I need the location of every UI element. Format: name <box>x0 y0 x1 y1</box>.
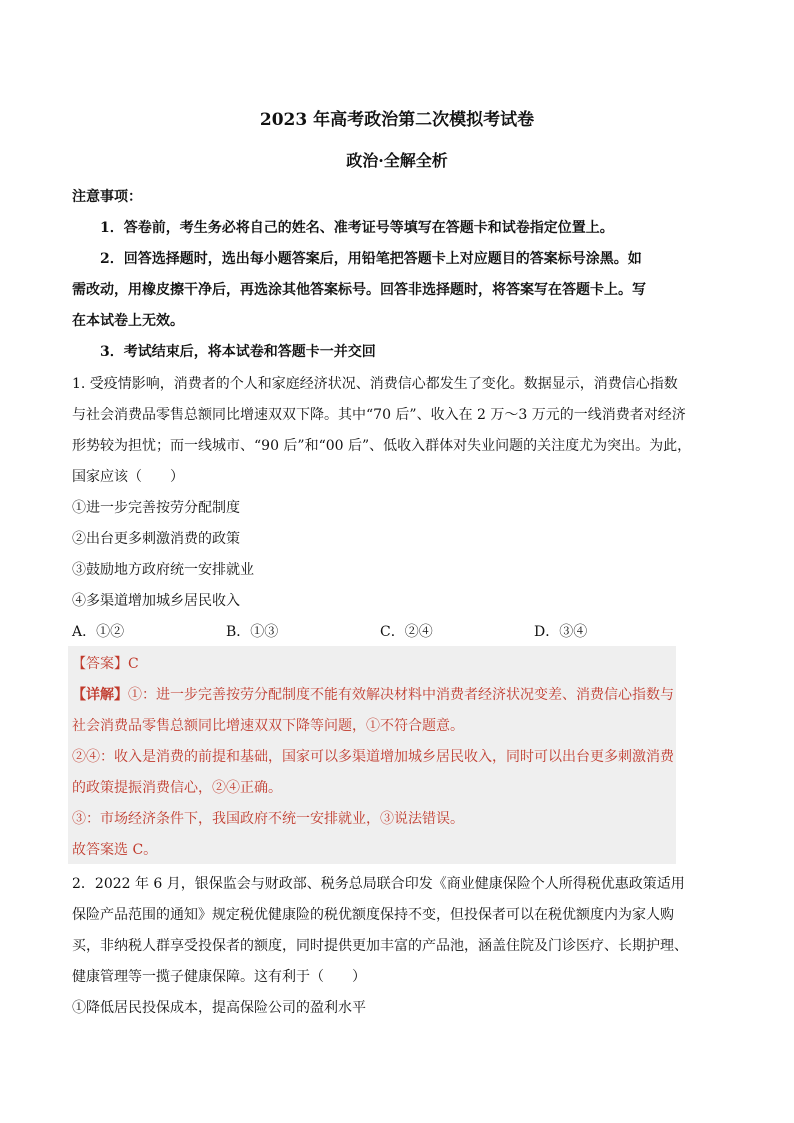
q1-stem-line-3: 形势较为担忧；而一线城市、“90 后”和“00 后”、低收入群体对失业问题的关注度尤为突出。为此， <box>72 438 692 454</box>
notes-item-3: 3．考试结束后，将本试卷和答题卡一并交回 <box>100 344 376 360</box>
q2-stem-line-4: 健康管理等一揽子健康保障。这有利于（ ） <box>72 969 366 985</box>
notes-item-2-line-3: 在本试卷上无效。 <box>72 313 184 329</box>
detail-line-3: ②④：收入是消费的前提和基础，国家可以多渠道增加城乡居民收入，同时可以出台更多刺激消费 <box>72 749 674 765</box>
answer-label: 【答案】C <box>72 656 139 672</box>
q1-option-b: B．①③ <box>226 624 279 640</box>
notes-item-1: 1．答卷前，考生务必将自己的姓名、准考证号等填写在答题卡和试卷指定位置上。 <box>100 220 614 236</box>
detail-line-4: 的政策提振消费信心，②④正确。 <box>72 780 282 796</box>
q1-option-d: D．③④ <box>534 624 588 640</box>
q1-statement-1: ①进一步完善按劳分配制度 <box>72 500 240 516</box>
q1-stem-line-1: 1. 受疫情影响，消费者的个人和家庭经济状况、消费信心都发生了变化。数据显示，消费信心指数 <box>72 376 678 392</box>
notes-item-2-line-1: 2．回答选择题时，选出每小题答案后，用铅笔把答题卡上对应题目的答案标号涂黑。如 <box>100 251 642 267</box>
q2-statement-1: ①降低居民投保成本，提高保险公司的盈利水平 <box>72 1000 366 1016</box>
detail-label: 【详解】 <box>72 687 128 703</box>
q2-stem-line-2: 保险产品范围的通知》规定税优健康险的税优额度保持不变，但投保者可以在税优额度内为家人购 <box>72 907 674 923</box>
detail-line-2: 社会消费品零售总额同比增速双双下降等问题，①不符合题意。 <box>72 718 464 734</box>
notes-heading: 注意事项： <box>72 189 142 205</box>
q2-stem-line-1: 2．2022 年 6 月，银保监会与财政部、税务总局联合印发《商业健康保险个人所得税优惠政策适用 <box>72 876 685 892</box>
detail-text-1: ①：进一步完善按劳分配制度不能有效解决材料中消费者经济状况变差、消费信心指数与 <box>128 687 674 703</box>
notes-item-2-line-2: 需改动，用橡皮擦干净后，再选涂其他答案标号。回答非选择题时，将答案写在答题卡上。写 <box>72 282 646 298</box>
page-subtitle: 政治·全解全析 <box>346 151 448 170</box>
q1-option-a: A．①② <box>72 624 125 640</box>
detail-conclusion: 故答案选 C。 <box>72 842 158 858</box>
q1-option-c: C．②④ <box>380 624 433 640</box>
q1-stem-line-2: 与社会消费品零售总额同比增速双双下降。其中“70 后”、收入在 2 万～3 万元的一线消费者对经济 <box>72 407 686 423</box>
detail-line-5: ③：市场经济条件下，我国政府不统一安排就业，③说法错误。 <box>72 811 464 827</box>
detail-line-1 <box>72 684 674 704</box>
q1-stem-line-4: 国家应该（ ） <box>72 469 184 485</box>
q1-statement-4: ④多渠道增加城乡居民收入 <box>72 593 240 609</box>
q1-statement-3: ③鼓励地方政府统一安排就业 <box>72 562 254 578</box>
q1-statement-2: ②出台更多刺激消费的政策 <box>72 531 240 547</box>
q2-stem-line-3: 买，非纳税人群享受投保者的额度，同时提供更加丰富的产品池，涵盖住院及门诊医疗、长期护理、 <box>72 938 688 954</box>
page-title: 2023 年高考政治第二次模拟考试卷 <box>259 110 535 130</box>
